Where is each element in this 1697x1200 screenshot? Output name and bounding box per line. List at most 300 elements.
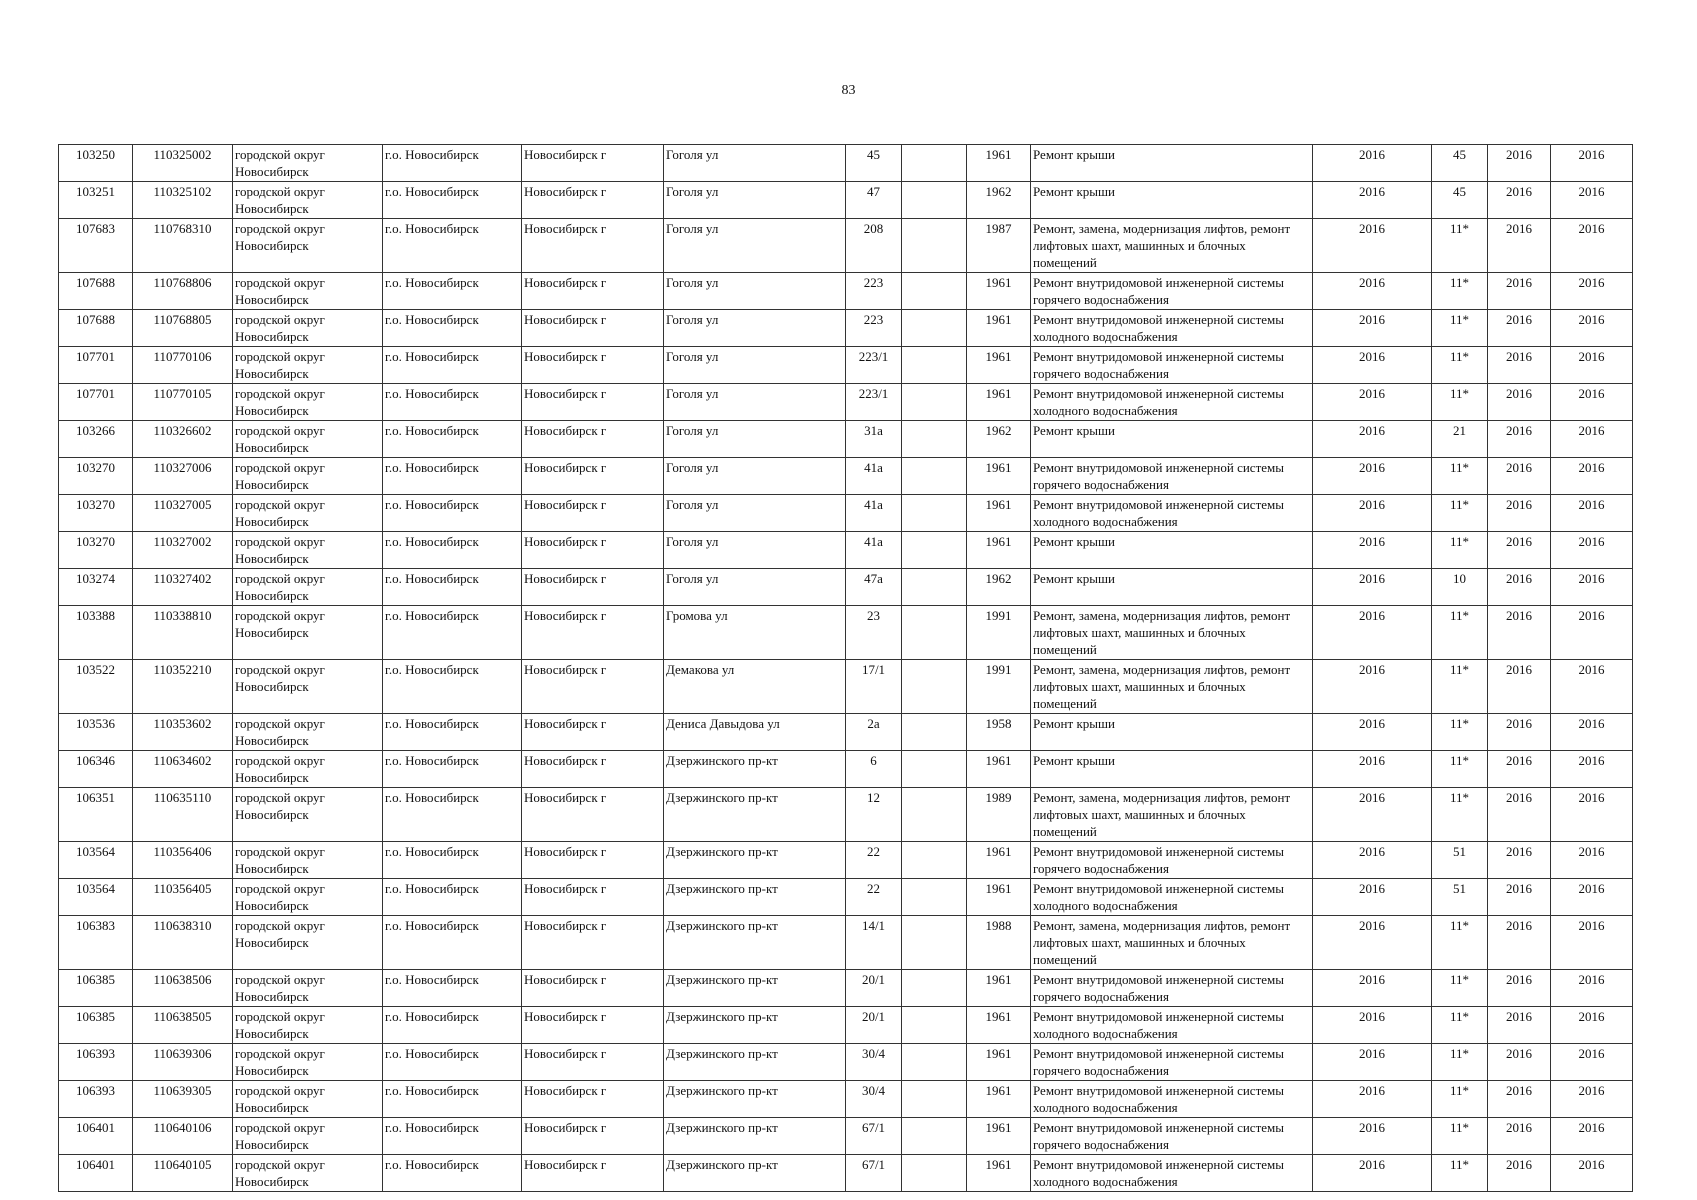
cell-house-number: 208 — [846, 219, 902, 273]
table-row — [59, 145, 1633, 182]
cell-work-type: Ремонт внутридомовой инженерной системы холодного водоснабжения — [1031, 879, 1313, 916]
cell-end-year: 2016 — [1551, 842, 1633, 879]
cell-building — [902, 788, 967, 842]
cell-building — [902, 1155, 967, 1192]
cell-work-type: Ремонт, замена, модернизация лифтов, ремонт лифтовых шахт, машинных и блочных помещений — [1031, 660, 1313, 714]
cell-work-type: Ремонт внутридомовой инженерной системы горячего водоснабжения — [1031, 1118, 1313, 1155]
cell-municipality: городской округ Новосибирск — [233, 310, 383, 347]
cell-locality: Новосибирск г — [522, 273, 664, 310]
cell-locality: Новосибирск г — [522, 751, 664, 788]
cell-end-year: 2016 — [1551, 1118, 1633, 1155]
cell-work-type: Ремонт внутридомовой инженерной системы горячего водоснабжения — [1031, 842, 1313, 879]
cell-district: г.о. Новосибирск — [383, 458, 522, 495]
cell-house-number: 223/1 — [846, 347, 902, 384]
cell-street: Гоголя ул — [664, 145, 846, 182]
cell-record-id: 110634602 — [133, 751, 233, 788]
cell-work-type: Ремонт внутридомовой инженерной системы холодного водоснабжения — [1031, 1155, 1313, 1192]
cell-start-year: 2016 — [1488, 219, 1551, 273]
cell-street: Гоголя ул — [664, 347, 846, 384]
cell-work-type: Ремонт внутридомовой инженерной системы холодного водоснабжения — [1031, 310, 1313, 347]
cell-locality: Новосибирск г — [522, 842, 664, 879]
cell-street: Гоголя ул — [664, 495, 846, 532]
cell-house-number: 67/1 — [846, 1118, 902, 1155]
cell-term: 21 — [1432, 421, 1488, 458]
cell-record-id: 110638506 — [133, 970, 233, 1007]
cell-building — [902, 219, 967, 273]
cell-building — [902, 970, 967, 1007]
cell-building — [902, 182, 967, 219]
cell-locality: Новосибирск г — [522, 421, 664, 458]
cell-district: г.о. Новосибирск — [383, 879, 522, 916]
cell-year-built: 1961 — [967, 532, 1031, 569]
cell-district: г.о. Новосибирск — [383, 916, 522, 970]
cell-year-built: 1962 — [967, 569, 1031, 606]
cell-street: Гоголя ул — [664, 384, 846, 421]
cell-term: 51 — [1432, 842, 1488, 879]
cell-house-id: 106393 — [59, 1081, 133, 1118]
cell-district: г.о. Новосибирск — [383, 660, 522, 714]
cell-start-year: 2016 — [1488, 532, 1551, 569]
cell-term: 11* — [1432, 660, 1488, 714]
cell-term: 11* — [1432, 1007, 1488, 1044]
cell-house-id: 107683 — [59, 219, 133, 273]
cell-house-id: 103564 — [59, 879, 133, 916]
cell-locality: Новосибирск г — [522, 145, 664, 182]
cell-street: Дзержинского пр-кт — [664, 1007, 846, 1044]
cell-work-type: Ремонт внутридомовой инженерной системы холодного водоснабжения — [1031, 1007, 1313, 1044]
cell-locality: Новосибирск г — [522, 384, 664, 421]
cell-house-id: 107688 — [59, 273, 133, 310]
cell-work-type: Ремонт крыши — [1031, 751, 1313, 788]
cell-building — [902, 384, 967, 421]
cell-municipality: городской округ Новосибирск — [233, 1007, 383, 1044]
cell-record-id: 110770105 — [133, 384, 233, 421]
cell-term: 11* — [1432, 347, 1488, 384]
cell-municipality: городской округ Новосибирск — [233, 879, 383, 916]
cell-work-type: Ремонт, замена, модернизация лифтов, ремонт лифтовых шахт, машинных и блочных помещений — [1031, 606, 1313, 660]
cell-house-number: 23 — [846, 606, 902, 660]
cell-district: г.о. Новосибирск — [383, 1007, 522, 1044]
cell-record-id: 110352210 — [133, 660, 233, 714]
cell-street: Гоголя ул — [664, 310, 846, 347]
cell-start-year: 2016 — [1488, 384, 1551, 421]
cell-house-id: 103536 — [59, 714, 133, 751]
cell-municipality: городской округ Новосибирск — [233, 1044, 383, 1081]
cell-street: Дзержинского пр-кт — [664, 842, 846, 879]
cell-work-type: Ремонт крыши — [1031, 532, 1313, 569]
cell-street: Дзержинского пр-кт — [664, 1155, 846, 1192]
cell-plan-year: 2016 — [1313, 273, 1432, 310]
cell-municipality: городской округ Новосибирск — [233, 970, 383, 1007]
cell-street: Дзержинского пр-кт — [664, 970, 846, 1007]
cell-house-id: 106385 — [59, 1007, 133, 1044]
cell-year-built: 1961 — [967, 842, 1031, 879]
cell-district: г.о. Новосибирск — [383, 310, 522, 347]
cell-record-id: 110325102 — [133, 182, 233, 219]
cell-municipality: городской округ Новосибирск — [233, 916, 383, 970]
cell-term: 11* — [1432, 1081, 1488, 1118]
cell-municipality: городской округ Новосибирск — [233, 273, 383, 310]
table-row — [59, 660, 1633, 714]
cell-year-built: 1961 — [967, 347, 1031, 384]
cell-locality: Новосибирск г — [522, 569, 664, 606]
cell-house-id: 103522 — [59, 660, 133, 714]
cell-district: г.о. Новосибирск — [383, 1155, 522, 1192]
cell-start-year: 2016 — [1488, 1007, 1551, 1044]
cell-house-number: 67/1 — [846, 1155, 902, 1192]
cell-year-built: 1988 — [967, 916, 1031, 970]
cell-municipality: городской округ Новосибирск — [233, 495, 383, 532]
cell-building — [902, 421, 967, 458]
cell-street: Гоголя ул — [664, 569, 846, 606]
cell-building — [902, 1081, 967, 1118]
cell-locality: Новосибирск г — [522, 788, 664, 842]
cell-start-year: 2016 — [1488, 1044, 1551, 1081]
cell-street: Громова ул — [664, 606, 846, 660]
cell-work-type: Ремонт крыши — [1031, 182, 1313, 219]
cell-plan-year: 2016 — [1313, 458, 1432, 495]
cell-street: Дзержинского пр-кт — [664, 916, 846, 970]
cell-locality: Новосибирск г — [522, 1081, 664, 1118]
cell-work-type: Ремонт внутридомовой инженерной системы холодного водоснабжения — [1031, 495, 1313, 532]
cell-start-year: 2016 — [1488, 310, 1551, 347]
cell-work-type: Ремонт, замена, модернизация лифтов, ремонт лифтовых шахт, машинных и блочных помещений — [1031, 916, 1313, 970]
cell-municipality: городской округ Новосибирск — [233, 842, 383, 879]
cell-district: г.о. Новосибирск — [383, 532, 522, 569]
cell-start-year: 2016 — [1488, 1118, 1551, 1155]
cell-house-id: 106401 — [59, 1155, 133, 1192]
cell-street: Гоголя ул — [664, 219, 846, 273]
cell-street: Гоголя ул — [664, 273, 846, 310]
cell-municipality: городской округ Новосибирск — [233, 660, 383, 714]
cell-year-built: 1962 — [967, 182, 1031, 219]
cell-house-number: 20/1 — [846, 970, 902, 1007]
cell-municipality: городской округ Новосибирск — [233, 384, 383, 421]
cell-term: 11* — [1432, 532, 1488, 569]
cell-municipality: городской округ Новосибирск — [233, 751, 383, 788]
cell-year-built: 1961 — [967, 458, 1031, 495]
cell-end-year: 2016 — [1551, 660, 1633, 714]
cell-locality: Новосибирск г — [522, 879, 664, 916]
cell-work-type: Ремонт внутридомовой инженерной системы горячего водоснабжения — [1031, 273, 1313, 310]
cell-year-built: 1961 — [967, 273, 1031, 310]
cell-locality: Новосибирск г — [522, 1118, 664, 1155]
cell-house-number: 47а — [846, 569, 902, 606]
cell-plan-year: 2016 — [1313, 1007, 1432, 1044]
cell-year-built: 1961 — [967, 1044, 1031, 1081]
cell-record-id: 110327002 — [133, 532, 233, 569]
cell-house-number: 30/4 — [846, 1081, 902, 1118]
cell-end-year: 2016 — [1551, 458, 1633, 495]
cell-house-number: 6 — [846, 751, 902, 788]
cell-start-year: 2016 — [1488, 458, 1551, 495]
table-row — [59, 421, 1633, 458]
cell-district: г.о. Новосибирск — [383, 569, 522, 606]
cell-locality: Новосибирск г — [522, 606, 664, 660]
cell-building — [902, 347, 967, 384]
cell-term: 51 — [1432, 879, 1488, 916]
cell-house-number: 30/4 — [846, 1044, 902, 1081]
cell-street: Гоголя ул — [664, 458, 846, 495]
cell-end-year: 2016 — [1551, 751, 1633, 788]
cell-house-id: 103564 — [59, 842, 133, 879]
cell-record-id: 110356405 — [133, 879, 233, 916]
cell-start-year: 2016 — [1488, 916, 1551, 970]
table-row — [59, 788, 1633, 842]
cell-work-type: Ремонт внутридомовой инженерной системы холодного водоснабжения — [1031, 1081, 1313, 1118]
cell-start-year: 2016 — [1488, 606, 1551, 660]
cell-start-year: 2016 — [1488, 569, 1551, 606]
cell-plan-year: 2016 — [1313, 1155, 1432, 1192]
cell-plan-year: 2016 — [1313, 842, 1432, 879]
cell-term: 11* — [1432, 788, 1488, 842]
cell-end-year: 2016 — [1551, 219, 1633, 273]
cell-district: г.о. Новосибирск — [383, 606, 522, 660]
cell-end-year: 2016 — [1551, 182, 1633, 219]
cell-term: 11* — [1432, 458, 1488, 495]
cell-municipality: городской округ Новосибирск — [233, 606, 383, 660]
cell-street: Дзержинского пр-кт — [664, 751, 846, 788]
cell-start-year: 2016 — [1488, 660, 1551, 714]
table-row — [59, 842, 1633, 879]
cell-plan-year: 2016 — [1313, 606, 1432, 660]
cell-work-type: Ремонт крыши — [1031, 569, 1313, 606]
cell-district: г.о. Новосибирск — [383, 421, 522, 458]
cell-work-type: Ремонт, замена, модернизация лифтов, ремонт лифтовых шахт, машинных и блочных помещений — [1031, 788, 1313, 842]
cell-plan-year: 2016 — [1313, 788, 1432, 842]
cell-house-id: 106393 — [59, 1044, 133, 1081]
cell-end-year: 2016 — [1551, 347, 1633, 384]
cell-start-year: 2016 — [1488, 788, 1551, 842]
cell-term: 11* — [1432, 219, 1488, 273]
cell-plan-year: 2016 — [1313, 384, 1432, 421]
cell-work-type: Ремонт внутридомовой инженерной системы горячего водоснабжения — [1031, 1044, 1313, 1081]
cell-record-id: 110768805 — [133, 310, 233, 347]
cell-end-year: 2016 — [1551, 532, 1633, 569]
cell-street: Дзержинского пр-кт — [664, 1118, 846, 1155]
cell-term: 11* — [1432, 970, 1488, 1007]
cell-municipality: городской округ Новосибирск — [233, 421, 383, 458]
cell-municipality: городской округ Новосибирск — [233, 182, 383, 219]
cell-locality: Новосибирск г — [522, 714, 664, 751]
cell-start-year: 2016 — [1488, 714, 1551, 751]
cell-street: Гоголя ул — [664, 532, 846, 569]
cell-term: 11* — [1432, 751, 1488, 788]
cell-house-number: 31а — [846, 421, 902, 458]
cell-plan-year: 2016 — [1313, 421, 1432, 458]
cell-record-id: 110639306 — [133, 1044, 233, 1081]
cell-plan-year: 2016 — [1313, 532, 1432, 569]
cell-year-built: 1961 — [967, 1081, 1031, 1118]
cell-record-id: 110327005 — [133, 495, 233, 532]
cell-locality: Новосибирск г — [522, 970, 664, 1007]
table-row — [59, 879, 1633, 916]
cell-year-built: 1958 — [967, 714, 1031, 751]
cell-house-number: 45 — [846, 145, 902, 182]
cell-end-year: 2016 — [1551, 606, 1633, 660]
cell-locality: Новосибирск г — [522, 458, 664, 495]
table-row — [59, 384, 1633, 421]
cell-house-id: 106346 — [59, 751, 133, 788]
cell-end-year: 2016 — [1551, 273, 1633, 310]
cell-district: г.о. Новосибирск — [383, 384, 522, 421]
cell-start-year: 2016 — [1488, 1155, 1551, 1192]
cell-term: 11* — [1432, 1155, 1488, 1192]
cell-locality: Новосибирск г — [522, 1044, 664, 1081]
cell-end-year: 2016 — [1551, 1044, 1633, 1081]
cell-house-id: 103250 — [59, 145, 133, 182]
cell-end-year: 2016 — [1551, 145, 1633, 182]
cell-municipality: городской округ Новосибирск — [233, 219, 383, 273]
cell-work-type: Ремонт внутридомовой инженерной системы горячего водоснабжения — [1031, 970, 1313, 1007]
cell-plan-year: 2016 — [1313, 1118, 1432, 1155]
cell-street: Дениса Давыдова ул — [664, 714, 846, 751]
cell-district: г.о. Новосибирск — [383, 273, 522, 310]
cell-district: г.о. Новосибирск — [383, 751, 522, 788]
cell-year-built: 1962 — [967, 421, 1031, 458]
cell-year-built: 1961 — [967, 145, 1031, 182]
cell-record-id: 110326602 — [133, 421, 233, 458]
cell-end-year: 2016 — [1551, 970, 1633, 1007]
cell-house-number: 223 — [846, 273, 902, 310]
cell-start-year: 2016 — [1488, 421, 1551, 458]
cell-building — [902, 458, 967, 495]
cell-term: 11* — [1432, 1044, 1488, 1081]
cell-record-id: 110640105 — [133, 1155, 233, 1192]
cell-house-number: 22 — [846, 879, 902, 916]
cell-house-number: 2а — [846, 714, 902, 751]
cell-record-id: 110638505 — [133, 1007, 233, 1044]
cell-record-id: 110640106 — [133, 1118, 233, 1155]
cell-year-built: 1961 — [967, 751, 1031, 788]
cell-municipality: городской округ Новосибирск — [233, 145, 383, 182]
cell-plan-year: 2016 — [1313, 751, 1432, 788]
cell-street: Гоголя ул — [664, 182, 846, 219]
cell-locality: Новосибирск г — [522, 1155, 664, 1192]
cell-locality: Новосибирск г — [522, 1007, 664, 1044]
cell-end-year: 2016 — [1551, 421, 1633, 458]
cell-start-year: 2016 — [1488, 970, 1551, 1007]
cell-locality: Новосибирск г — [522, 660, 664, 714]
cell-end-year: 2016 — [1551, 495, 1633, 532]
cell-building — [902, 714, 967, 751]
cell-municipality: городской округ Новосибирск — [233, 714, 383, 751]
cell-end-year: 2016 — [1551, 310, 1633, 347]
cell-year-built: 1961 — [967, 384, 1031, 421]
cell-district: г.о. Новосибирск — [383, 1081, 522, 1118]
table-row — [59, 1007, 1633, 1044]
cell-building — [902, 1044, 967, 1081]
cell-end-year: 2016 — [1551, 1081, 1633, 1118]
table-row — [59, 1155, 1633, 1192]
cell-district: г.о. Новосибирск — [383, 842, 522, 879]
cell-year-built: 1961 — [967, 1118, 1031, 1155]
cell-district: г.о. Новосибирск — [383, 1044, 522, 1081]
cell-house-id: 107701 — [59, 384, 133, 421]
cell-start-year: 2016 — [1488, 182, 1551, 219]
cell-house-id: 106351 — [59, 788, 133, 842]
cell-house-id: 107701 — [59, 347, 133, 384]
cell-end-year: 2016 — [1551, 714, 1633, 751]
cell-year-built: 1987 — [967, 219, 1031, 273]
cell-district: г.о. Новосибирск — [383, 1118, 522, 1155]
cell-start-year: 2016 — [1488, 273, 1551, 310]
cell-record-id: 110770106 — [133, 347, 233, 384]
cell-plan-year: 2016 — [1313, 714, 1432, 751]
cell-house-id: 103270 — [59, 532, 133, 569]
cell-house-id: 103251 — [59, 182, 133, 219]
cell-street: Демакова ул — [664, 660, 846, 714]
cell-house-id: 106401 — [59, 1118, 133, 1155]
cell-end-year: 2016 — [1551, 1155, 1633, 1192]
cell-house-id: 103266 — [59, 421, 133, 458]
cell-district: г.о. Новосибирск — [383, 347, 522, 384]
cell-house-number: 12 — [846, 788, 902, 842]
cell-street: Дзержинского пр-кт — [664, 788, 846, 842]
cell-building — [902, 879, 967, 916]
table-row — [59, 916, 1633, 970]
cell-building — [902, 606, 967, 660]
cell-year-built: 1961 — [967, 879, 1031, 916]
cell-house-number: 223 — [846, 310, 902, 347]
cell-work-type: Ремонт крыши — [1031, 714, 1313, 751]
cell-municipality: городской округ Новосибирск — [233, 788, 383, 842]
table-row — [59, 495, 1633, 532]
cell-district: г.о. Новосибирск — [383, 182, 522, 219]
cell-house-number: 20/1 — [846, 1007, 902, 1044]
cell-end-year: 2016 — [1551, 384, 1633, 421]
cell-plan-year: 2016 — [1313, 310, 1432, 347]
cell-term: 11* — [1432, 495, 1488, 532]
cell-year-built: 1961 — [967, 970, 1031, 1007]
cell-municipality: городской округ Новосибирск — [233, 1155, 383, 1192]
cell-municipality: городской округ Новосибирск — [233, 1081, 383, 1118]
cell-house-id: 103274 — [59, 569, 133, 606]
cell-district: г.о. Новосибирск — [383, 714, 522, 751]
page-number: 83 — [841, 83, 856, 98]
cell-plan-year: 2016 — [1313, 916, 1432, 970]
cell-municipality: городской округ Новосибирск — [233, 458, 383, 495]
cell-house-number: 17/1 — [846, 660, 902, 714]
table-row — [59, 532, 1633, 569]
table-row — [59, 714, 1633, 751]
cell-street: Дзержинского пр-кт — [664, 1081, 846, 1118]
cell-house-number: 14/1 — [846, 916, 902, 970]
cell-end-year: 2016 — [1551, 879, 1633, 916]
cell-end-year: 2016 — [1551, 788, 1633, 842]
table-row — [59, 347, 1633, 384]
cell-locality: Новосибирск г — [522, 532, 664, 569]
cell-municipality: городской округ Новосибирск — [233, 569, 383, 606]
cell-district: г.о. Новосибирск — [383, 495, 522, 532]
cell-district: г.о. Новосибирск — [383, 145, 522, 182]
cell-year-built: 1961 — [967, 495, 1031, 532]
cell-house-number: 41а — [846, 532, 902, 569]
cell-house-number: 47 — [846, 182, 902, 219]
cell-district: г.о. Новосибирск — [383, 788, 522, 842]
cell-building — [902, 310, 967, 347]
table-row — [59, 1081, 1633, 1118]
table-row — [59, 970, 1633, 1007]
cell-end-year: 2016 — [1551, 1007, 1633, 1044]
cell-plan-year: 2016 — [1313, 219, 1432, 273]
cell-street: Дзержинского пр-кт — [664, 1044, 846, 1081]
cell-district: г.о. Новосибирск — [383, 219, 522, 273]
cell-plan-year: 2016 — [1313, 970, 1432, 1007]
cell-term: 11* — [1432, 606, 1488, 660]
cell-work-type: Ремонт внутридомовой инженерной системы холодного водоснабжения — [1031, 384, 1313, 421]
table-row — [59, 569, 1633, 606]
